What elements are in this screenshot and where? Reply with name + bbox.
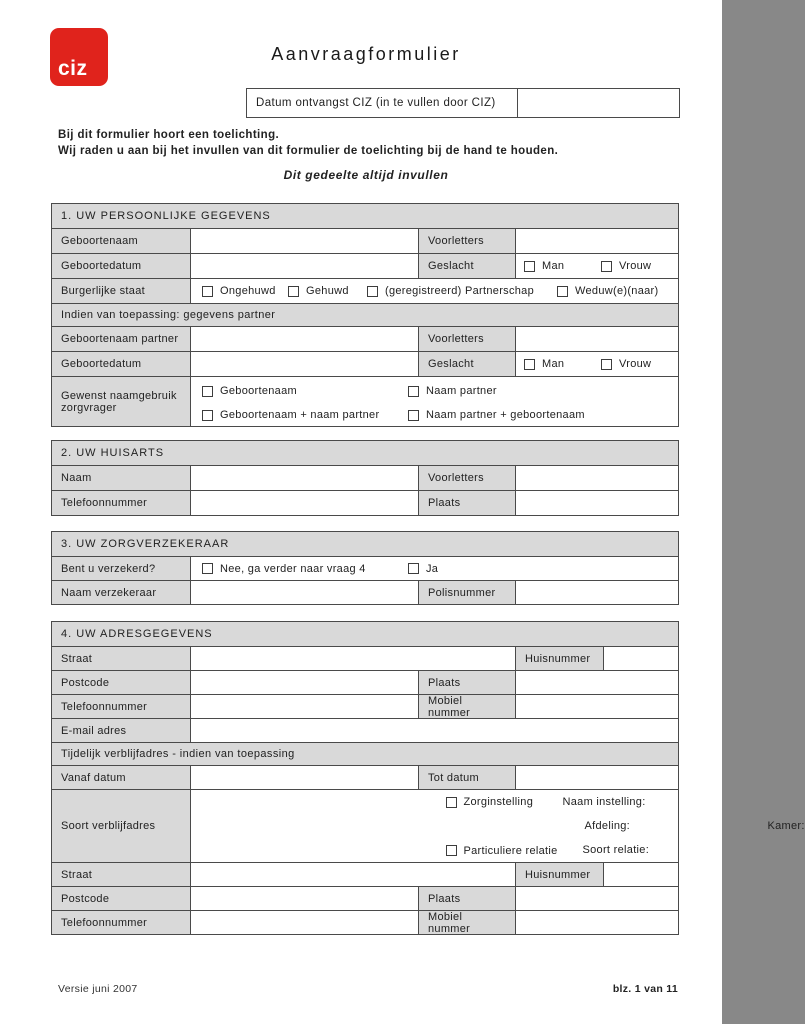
checkbox-icon[interactable] — [524, 261, 535, 272]
row-verzekerd — [52, 556, 678, 580]
postcode-input[interactable] — [190, 671, 418, 694]
checkbox-zorginstelling-label: Zorginstelling — [463, 796, 534, 808]
datum-ontvangst-label: Datum ontvangst CIZ (in te vullen door CIZ) — [247, 89, 518, 117]
label-tijdelijk-telefoonnummer: Telefoonnummer — [52, 911, 190, 934]
checkbox-particuliere-relatie-label: Particuliere relatie — [463, 844, 558, 857]
label-afdeling: Afdeling: — [584, 820, 631, 832]
row-geboortenaam-partner — [52, 326, 678, 351]
label-huisarts-voorletters: Voorletters — [418, 466, 515, 490]
soort-verblijfadres-options — [190, 790, 805, 862]
checkbox-icon[interactable] — [446, 797, 457, 808]
checkbox-vrouw[interactable] — [601, 260, 651, 272]
telefoonnummer-input[interactable] — [190, 695, 418, 718]
checkbox-partnerschap[interactable] — [367, 285, 534, 297]
checkbox-nee[interactable] — [202, 563, 366, 575]
checkbox-opt-partner-plus[interactable] — [408, 409, 585, 421]
voorletters-partner-input[interactable] — [515, 327, 678, 351]
huisarts-naam-input[interactable] — [190, 466, 418, 490]
tijdelijk-huisnummer-input[interactable] — [603, 863, 678, 886]
datum-ontvangst-box — [246, 88, 680, 118]
checkbox-vrouw-label: Vrouw — [619, 260, 652, 272]
page-title: Aanvraagformulier — [271, 44, 461, 64]
burgerlijke-staat-options — [190, 279, 678, 303]
huisnummer-input[interactable] — [603, 647, 678, 670]
straat-input[interactable] — [190, 647, 515, 670]
checkbox-opt-geboortenaam-plus[interactable] — [202, 409, 379, 421]
label-kamer: Kamer: — [767, 820, 805, 832]
label-geslacht-partner: Geslacht — [418, 352, 515, 376]
label-huisarts-telefoonnummer: Telefoonnummer — [52, 491, 190, 515]
row-huisarts-telefoon — [52, 490, 678, 515]
intro-line-2: Wij raden u aan bij het invullen van dit formulier de toelichting bij de hand te houden. — [58, 145, 559, 157]
row-geboortenaam — [52, 228, 678, 253]
ciz-logo-text: ciz — [58, 57, 88, 80]
always-fill-note: Dit gedeelte altijd invullen — [283, 168, 449, 182]
checkbox-zorginstelling[interactable] — [446, 796, 534, 808]
version-text: Versie juni 2007 — [58, 983, 138, 995]
checkbox-partner-man-label: Man — [542, 358, 565, 370]
geboortedatum-input[interactable] — [190, 254, 418, 278]
checkbox-nee-label: Nee, ga verder naar vraag 4 — [220, 562, 366, 575]
page-number: blz. 1 van 11 — [612, 983, 678, 995]
mobiel-nummer-input[interactable] — [515, 695, 678, 718]
label-tijdelijk-postcode: Postcode — [52, 887, 190, 910]
checkbox-icon[interactable] — [408, 563, 419, 574]
row-gewenst-naamgebruik — [52, 376, 678, 426]
checkbox-icon[interactable] — [408, 386, 419, 397]
checkbox-man-label: Man — [542, 260, 565, 272]
checkbox-opt-partner-plus-label: Naam partner + geboortenaam — [426, 409, 585, 421]
section-4-header: 4. UW ADRESGEGEVENS — [52, 622, 678, 646]
label-geslacht: Geslacht — [418, 254, 515, 278]
tijdelijk-postcode-input[interactable] — [190, 887, 418, 910]
label-telefoonnummer: Telefoonnummer — [52, 695, 190, 718]
row-burgerlijke-staat — [52, 278, 678, 303]
label-tot-datum: Tot datum — [418, 766, 515, 789]
datum-ontvangst-input[interactable] — [518, 89, 679, 117]
checkbox-partner-vrouw[interactable] — [601, 358, 651, 370]
checkbox-weduwe[interactable] — [557, 285, 658, 297]
row-tijdelijk-postcode — [52, 886, 678, 910]
label-naam-verzekeraar: Naam verzekeraar — [52, 581, 190, 604]
tijdelijk-mobiel-input[interactable] — [515, 911, 678, 934]
tijdelijk-plaats-input[interactable] — [515, 887, 678, 910]
checkbox-icon[interactable] — [367, 286, 378, 297]
section-zorgverzekeraar — [51, 531, 679, 605]
label-tijdelijk-plaats: Plaats — [418, 887, 515, 910]
checkbox-partner-man[interactable] — [524, 358, 564, 370]
checkbox-opt-naam-partner[interactable] — [408, 385, 497, 397]
checkbox-partnerschap-label: (geregistreerd) Partnerschap — [385, 285, 535, 297]
tot-datum-input[interactable] — [515, 766, 678, 789]
label-plaats: Plaats — [418, 671, 515, 694]
checkbox-opt-geboortenaam-plus-label: Geboortenaam + naam partner — [220, 409, 380, 421]
section-1-header: 1. UW PERSOONLIJKE GEGEVENS — [52, 204, 678, 228]
checkbox-weduwe-label: Weduw(e)(naar) — [575, 285, 659, 297]
checkbox-icon[interactable] — [408, 410, 419, 421]
row-vanaf-datum — [52, 765, 678, 789]
row-soort-verblijfadres — [52, 789, 805, 862]
checkbox-icon[interactable] — [202, 286, 213, 297]
checkbox-icon[interactable] — [202, 410, 213, 421]
checkbox-ongehuwd[interactable] — [202, 285, 276, 297]
row-huisarts-naam — [52, 465, 678, 490]
tijdelijk-straat-input[interactable] — [190, 863, 515, 886]
email-input[interactable] — [190, 719, 678, 742]
checkbox-opt-geboortenaam-label: Geboortenaam — [220, 385, 297, 397]
row-tijdelijk-telefoon — [52, 910, 678, 934]
checkbox-icon[interactable] — [601, 261, 612, 272]
vanaf-datum-input[interactable] — [190, 766, 418, 789]
label-voorletters: Voorletters — [418, 229, 515, 253]
partner-subheader: Indien van toepassing: gegevens partner — [52, 303, 678, 326]
label-mobiel-nummer: Mobiel nummer — [418, 695, 515, 718]
geslacht-partner-options — [515, 352, 678, 376]
section-huisarts — [51, 440, 679, 516]
polisnummer-input[interactable] — [515, 581, 678, 604]
label-email: E-mail adres — [52, 719, 190, 742]
label-polisnummer: Polisnummer — [418, 581, 515, 604]
checkbox-icon[interactable] — [202, 386, 213, 397]
label-bent-u-verzekerd: Bent u verzekerd? — [52, 557, 190, 580]
row-telefoonnummer — [52, 694, 678, 718]
row-geboortedatum — [52, 253, 678, 278]
checkbox-man[interactable] — [524, 260, 564, 272]
label-tijdelijk-mobiel: Mobiel nummer — [418, 911, 515, 934]
naam-verzekeraar-input[interactable] — [190, 581, 418, 604]
section-personal-data — [51, 203, 679, 427]
checkbox-icon[interactable] — [524, 359, 535, 370]
checkbox-partner-vrouw-label: Vrouw — [619, 358, 652, 370]
checkbox-opt-geboortenaam[interactable] — [202, 385, 297, 397]
plaats-input[interactable] — [515, 671, 678, 694]
label-geboortedatum: Geboortedatum — [52, 254, 190, 278]
huisarts-telefoonnummer-input[interactable] — [190, 491, 418, 515]
row-straat — [52, 646, 678, 670]
label-geboortedatum-partner: Geboortedatum — [52, 352, 190, 376]
checkbox-particuliere-relatie[interactable] — [446, 845, 558, 857]
checkbox-ongehuwd-label: Ongehuwd — [220, 285, 276, 297]
row-geboortedatum-partner — [52, 351, 678, 376]
label-soort-relatie: Soort relatie: — [582, 844, 650, 856]
huisarts-voorletters-input[interactable] — [515, 466, 678, 490]
label-geboortenaam: Geboortenaam — [52, 229, 190, 253]
label-burgerlijke-staat: Burgerlijke staat — [52, 279, 190, 303]
tijdelijk-telefoonnummer-input[interactable] — [190, 911, 418, 934]
label-tijdelijk-huisnummer: Huisnummer — [515, 863, 603, 886]
section-2-header: 2. UW HUISARTS — [52, 441, 678, 465]
checkbox-opt-naam-partner-label: Naam partner — [426, 385, 497, 397]
row-postcode — [52, 670, 678, 694]
checkbox-icon[interactable] — [202, 563, 213, 574]
checkbox-icon[interactable] — [288, 286, 299, 297]
label-gewenst-naamgebruik: Gewenst naamgebruik zorgvrager — [52, 377, 190, 426]
geboortenaam-partner-input[interactable] — [190, 327, 418, 351]
geboortedatum-partner-input[interactable] — [190, 352, 418, 376]
label-voorletters-partner: Voorletters — [418, 327, 515, 351]
voorletters-input[interactable] — [515, 229, 678, 253]
section-adresgegevens — [51, 621, 805, 935]
checkbox-icon[interactable] — [557, 286, 568, 297]
label-geboortenaam-partner: Geboortenaam partner — [52, 327, 190, 351]
geslacht-options — [515, 254, 678, 278]
tijdelijk-subheader: Tijdelijk verblijfadres - indien van toepassing — [52, 742, 678, 765]
page-footer — [52, 983, 678, 995]
row-tijdelijk-straat — [52, 862, 678, 886]
label-naam-instelling: Naam instelling: — [562, 796, 646, 808]
label-tijdelijk-straat: Straat — [52, 863, 190, 886]
label-naam: Naam — [52, 466, 190, 490]
naamgebruik-options — [190, 377, 678, 426]
checkbox-gehuwd[interactable] — [288, 285, 349, 297]
geboortenaam-input[interactable] — [190, 229, 418, 253]
intro-text — [58, 127, 558, 159]
huisarts-plaats-input[interactable] — [515, 491, 678, 515]
label-postcode: Postcode — [52, 671, 190, 694]
section-3-header: 3. UW ZORGVERZEKERAAR — [52, 532, 678, 556]
checkbox-icon[interactable] — [446, 845, 457, 856]
label-vanaf-datum: Vanaf datum — [52, 766, 190, 789]
checkbox-gehuwd-label: Gehuwd — [306, 285, 349, 297]
label-straat: Straat — [52, 647, 190, 670]
row-naam-verzekeraar — [52, 580, 678, 604]
label-huisnummer: Huisnummer — [515, 647, 603, 670]
checkbox-icon[interactable] — [601, 359, 612, 370]
label-huisarts-plaats: Plaats — [418, 491, 515, 515]
label-soort-verblijfadres: Soort verblijfadres — [52, 790, 190, 862]
checkbox-ja-label: Ja — [426, 562, 439, 575]
intro-line-1: Bij dit formulier hoort een toelichting. — [58, 129, 280, 141]
row-email — [52, 718, 678, 742]
verzekerd-options — [190, 557, 678, 580]
checkbox-ja[interactable] — [408, 563, 438, 575]
